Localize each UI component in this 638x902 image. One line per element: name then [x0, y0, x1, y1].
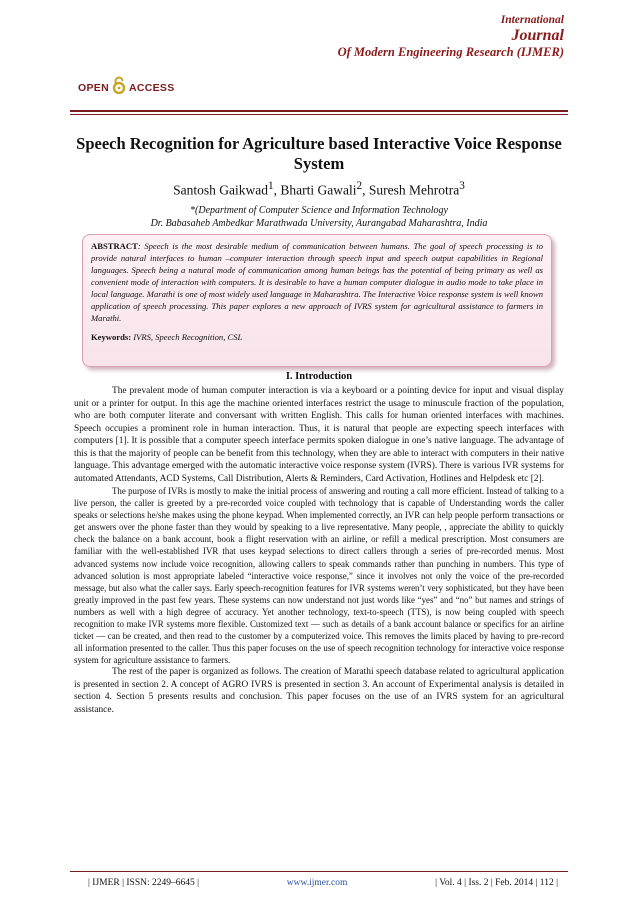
affiliation-department: *(Department of Computer Science and Information Technology	[190, 205, 448, 216]
body-paragraph: The prevalent mode of human computer interaction is via a keyboard or a pointing device for input and visual display unit or a printer for output. In this age the machine oriented interfaces restrict the usage to minuscule fraction of the population, who are both computer literate and conversant with written English. This calls for human oriented interfaces with machines. Speech occupies a prominent role in human interaction. Thus, it is natural that people are expecting speech interfaces with computers [1]. It is possible that a computer speech interface permits spoken dialogue in one’s native language. The advantage of this is that the majority of people can be benefit from this technology, when they are able to interact with computers in their native language. This advantage emerged with the automatic interactive voice response system (IVRS). There is various IVR systems for automated Attendants, ACD Systems, Call Distribution, Alerts & Reminders, Card Activation, Hotlines and Helpdesk etc [2].	[74, 386, 564, 484]
body-paragraph: The rest of the paper is organized as follows. The creation of Marathi speech database related to agricultural application is presented in section 2. A concept of AGRO IVRS is presented in section 3. An account of Experimental analysis is detailed in section 4. Section 5 presents results and conclusion. This paper focuses on the use of an IVRS system for an agricultural assistance.	[74, 667, 564, 715]
header-rule-bottom	[70, 114, 568, 115]
keywords-text: IVRS, Speech Recognition, CSL	[131, 332, 243, 342]
open-access-logo	[78, 79, 175, 97]
journal-line-name: Of Modern Engineering Research (IJMER)	[337, 45, 564, 59]
keywords-label: Keywords:	[91, 332, 132, 342]
author-affiliation-mark: 1	[268, 180, 274, 192]
body-paragraph: The purpose of IVRs is mostly to make the initial process of answering and routing a call more efficient. Instead of talking to a live person, the caller is greeted by a pre-recorded voice coupled with technology that is capable of Understanding words the caller speaks or selections he/she makes using the phone keypad. When implemented correctly, an IVR can help people perform transactions or get answers over the phone faster than they would by speaking to a live representative. Many people, , appreciate the ability to quickly check the balance on a bank account, book a flight reservation with an airline, or refill a medical prescription. Most consumers are familiar with the well-established IVR that uses keypad selections to direct callers through a series of pre-recorded menus. Most advanced systems now include voice recognition, allowing callers to speak commands rather than punching in numbers. This type of advanced solution is most appropriate labeled “interactive voice response,” since it involves not only the voice of the pre-recorded message, but also what the caller says. Early speech-recognition features for IVR systems weren’t very sophisticated, but they have been greatly improved in the past few years. These systems can now understand not just words like “yes” and “no” but names and strings of numbers as well with a high degree of accuracy. Yet another technology, text-to-speech (TTS), is now being coupled with speech recognition to make IVR systems more flexible. Customized text — such as details of a bank account balance or specifics for an airline ticket — can be created, and then read to the customer by a computerized voice. This removes the limits placed by having to pre-record all information presented to the caller. Thus this paper focuses on the use of speech recognition technology for interactive voice response system for agriculture assistance to farmers.	[74, 486, 564, 666]
introduction-body	[74, 385, 564, 716]
footer-issn: | IJMER | ISSN: 2249–6645 |	[88, 878, 200, 888]
open-lock-icon	[112, 76, 126, 94]
abstract-text: : Speech is the most desirable medium of communication between humans. The goal of speech processing is to provide natural interfaces to human –computer interaction through speech input and speech output capabilities in Regional languages. Speech being a natural mode of communication among human beings has the potential of being primary as well as convenient mode of interaction with computers. It is desirable to have a human computer dialogue in audio mode to take place in local language. Marathi is one of most widely used language in Maharashtra. The Interactive Voice response system is well known application of speech processing. This paper explores a new approach of IVRS system for agricultural assistance to farmers in Marathi.	[91, 241, 543, 323]
page-footer	[88, 878, 558, 888]
footer-rule	[70, 871, 568, 872]
author-affiliation-mark: 3	[459, 180, 465, 192]
author-name: Bharti Gawali	[280, 182, 357, 198]
open-access-access-text: ACCESS	[128, 82, 175, 94]
header-rule-top	[70, 110, 568, 112]
author-name: Santosh Gaikwad	[173, 182, 269, 198]
journal-line-journal: Journal	[511, 27, 564, 44]
abstract-box	[82, 234, 552, 367]
open-access-open-text: OPEN	[78, 82, 109, 94]
author-name: Suresh Mehrotra	[368, 182, 460, 198]
footer-volume-page: | Vol. 4 | Iss. 2 | Feb. 2014 | 112 |	[435, 878, 558, 888]
abstract-label: ABSTRACT	[91, 241, 138, 251]
paper-title: Speech Recognition for Agriculture based Interactive Voice Response System	[76, 134, 562, 173]
author-affiliation-mark: 2	[356, 180, 363, 192]
affiliation-university: Dr. Babasaheb Ambedkar Marathwada University, Aurangabad Maharashtra, India	[150, 218, 488, 229]
abstract-body	[91, 240, 543, 324]
section-heading-introduction: I. Introduction	[285, 371, 353, 382]
footer-website-link[interactable]: www.ijmer.com	[286, 878, 348, 888]
keywords	[91, 331, 543, 343]
author-list: Santosh Gaikwad$^1$, Bharti Gawali$^2$, Suresh Mehrotra$^3$	[173, 180, 465, 198]
journal-line-international: International	[500, 14, 564, 26]
journal-masthead	[338, 14, 564, 59]
affiliation	[70, 204, 568, 230]
